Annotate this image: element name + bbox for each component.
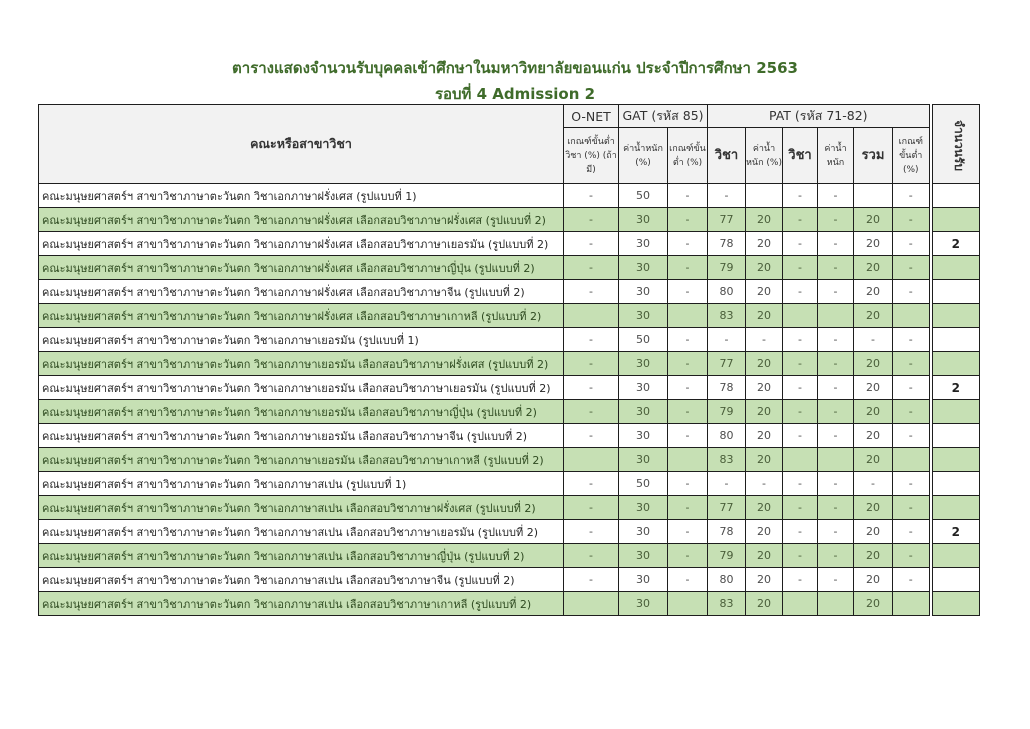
cell-pat-weight-2: - — [818, 352, 854, 376]
cell-pat-subject-2: - — [783, 328, 818, 352]
cell-pat-weight-1: 20 — [746, 304, 783, 328]
cell-faculty: คณะมนุษยศาสตร์ฯ สาขาวิชาภาษาตะวันตก วิชาเอกภาษาสเปน เลือกสอบวิชาภาษาเยอรมัน (รูปแบบที่ 2) — [39, 520, 564, 544]
header-pat-subject-2: วิชา — [783, 128, 818, 184]
header-pat-weight-2: ค่าน้ำหนัก — [818, 128, 854, 184]
cell-pat-subject-1: 78 — [708, 376, 746, 400]
table-row — [39, 448, 980, 472]
cell-pat-weight-2: - — [818, 424, 854, 448]
cell-pat-weight-1: - — [746, 328, 783, 352]
cell-onet-min: - — [564, 328, 619, 352]
cell-pat-weight-1: 20 — [746, 232, 783, 256]
page-title: ตารางแสดงจำนวนรับบุคคลเข้าศึกษาในมหาวิทยาลัยขอนแก่น ประจำปีการศึกษา 2563 — [232, 59, 798, 77]
header-onet: O-NET — [564, 105, 619, 128]
cell-pat-subject-1: 80 — [708, 280, 746, 304]
cell-pat-subject-1: 83 — [708, 304, 746, 328]
cell-count — [931, 472, 980, 496]
cell-pat-total — [854, 184, 893, 208]
cell-count — [931, 184, 980, 208]
header-gat: GAT (รหัส 85) — [619, 105, 708, 128]
cell-gat-min: - — [668, 544, 708, 568]
cell-count — [931, 400, 980, 424]
cell-pat-total: 20 — [854, 280, 893, 304]
cell-pat-min: - — [893, 232, 931, 256]
cell-pat-total: 20 — [854, 352, 893, 376]
cell-pat-weight-2: - — [818, 568, 854, 592]
cell-pat-total: 20 — [854, 448, 893, 472]
cell-pat-min: - — [893, 280, 931, 304]
cell-pat-subject-1: - — [708, 328, 746, 352]
cell-pat-subject-1: 83 — [708, 448, 746, 472]
cell-pat-weight-2: - — [818, 520, 854, 544]
cell-gat-min: - — [668, 184, 708, 208]
cell-pat-min: - — [893, 472, 931, 496]
cell-gat-weight: 50 — [619, 472, 668, 496]
cell-gat-weight: 50 — [619, 328, 668, 352]
cell-count — [931, 304, 980, 328]
cell-gat-min: - — [668, 568, 708, 592]
cell-count — [931, 496, 980, 520]
header-pat-total: รวม — [854, 128, 893, 184]
cell-pat-subject-1: - — [708, 472, 746, 496]
table-body — [39, 184, 980, 616]
cell-gat-weight: 30 — [619, 448, 668, 472]
cell-pat-total: 20 — [854, 568, 893, 592]
cell-pat-min: - — [893, 208, 931, 232]
cell-onet-min — [564, 592, 619, 616]
admission-table — [38, 104, 980, 616]
cell-pat-subject-2: - — [783, 184, 818, 208]
cell-gat-weight: 50 — [619, 184, 668, 208]
cell-pat-weight-1: 20 — [746, 376, 783, 400]
cell-gat-weight: 30 — [619, 520, 668, 544]
cell-pat-min — [893, 592, 931, 616]
cell-faculty: คณะมนุษยศาสตร์ฯ สาขาวิชาภาษาตะวันตก วิชาเอกภาษาฝรั่งเศส เลือกสอบวิชาภาษาจีน (รูปแบบที่ 2) — [39, 280, 564, 304]
cell-pat-subject-2: - — [783, 472, 818, 496]
cell-gat-min: - — [668, 496, 708, 520]
cell-gat-weight: 30 — [619, 592, 668, 616]
cell-gat-weight: 30 — [619, 496, 668, 520]
cell-pat-weight-2: - — [818, 544, 854, 568]
cell-pat-weight-2: - — [818, 400, 854, 424]
cell-faculty: คณะมนุษยศาสตร์ฯ สาขาวิชาภาษาตะวันตก วิชาเอกภาษาสเปน เลือกสอบวิชาภาษาเกาหลี (รูปแบบที่ 2) — [39, 592, 564, 616]
cell-pat-weight-1: 20 — [746, 400, 783, 424]
cell-onet-min: - — [564, 544, 619, 568]
table-row — [39, 496, 980, 520]
cell-faculty: คณะมนุษยศาสตร์ฯ สาขาวิชาภาษาตะวันตก วิชาเอกภาษาฝรั่งเศส เลือกสอบวิชาภาษาเยอรมัน (รูปแบบที่ 2) — [39, 232, 564, 256]
cell-pat-weight-1: 20 — [746, 280, 783, 304]
cell-pat-subject-1: 79 — [708, 544, 746, 568]
cell-pat-subject-1: 80 — [708, 568, 746, 592]
cell-pat-weight-1: 20 — [746, 568, 783, 592]
table-row — [39, 256, 980, 280]
cell-pat-subject-1: 79 — [708, 400, 746, 424]
cell-onet-min: - — [564, 232, 619, 256]
cell-pat-subject-1: 79 — [708, 256, 746, 280]
page-subtitle: รอบที่ 4 Admission 2 — [434, 85, 596, 103]
cell-pat-subject-2: - — [783, 424, 818, 448]
cell-onet-min: - — [564, 256, 619, 280]
cell-pat-subject-2: - — [783, 208, 818, 232]
cell-pat-total: 20 — [854, 256, 893, 280]
cell-gat-min — [668, 448, 708, 472]
cell-faculty: คณะมนุษยศาสตร์ฯ สาขาวิชาภาษาตะวันตก วิชาเอกภาษาฝรั่งเศส เลือกสอบวิชาภาษาเกาหลี (รูปแบบที่ 2) — [39, 304, 564, 328]
table-row — [39, 472, 980, 496]
cell-pat-subject-1: 80 — [708, 424, 746, 448]
cell-pat-subject-1: 78 — [708, 520, 746, 544]
cell-faculty: คณะมนุษยศาสตร์ฯ สาขาวิชาภาษาตะวันตก วิชาเอกภาษาเยอรมัน เลือกสอบวิชาภาษาญี่ปุ่น (รูปแบบที่ 2) — [39, 400, 564, 424]
cell-pat-total: - — [854, 472, 893, 496]
cell-pat-subject-2 — [783, 304, 818, 328]
cell-count: 2 — [931, 376, 980, 400]
header-pat: PAT (รหัส 71-82) — [708, 105, 931, 128]
cell-pat-subject-2: - — [783, 496, 818, 520]
cell-onet-min: - — [564, 376, 619, 400]
header-gat-min: เกณฑ์ขั้นต่ำ (%) — [668, 128, 708, 184]
cell-pat-subject-2: - — [783, 520, 818, 544]
cell-pat-weight-2: - — [818, 328, 854, 352]
cell-gat-weight: 30 — [619, 232, 668, 256]
cell-gat-min: - — [668, 328, 708, 352]
cell-pat-min: - — [893, 352, 931, 376]
table-row — [39, 184, 980, 208]
cell-count — [931, 544, 980, 568]
cell-gat-weight: 30 — [619, 568, 668, 592]
cell-pat-subject-2: - — [783, 256, 818, 280]
cell-onet-min: - — [564, 400, 619, 424]
cell-pat-subject-2 — [783, 448, 818, 472]
cell-pat-total: 20 — [854, 208, 893, 232]
table-row — [39, 376, 980, 400]
cell-pat-weight-2: - — [818, 208, 854, 232]
cell-pat-min: - — [893, 496, 931, 520]
cell-pat-weight-2: - — [818, 280, 854, 304]
cell-gat-weight: 30 — [619, 280, 668, 304]
cell-pat-weight-2 — [818, 592, 854, 616]
cell-pat-subject-1: 77 — [708, 496, 746, 520]
cell-pat-subject-2: - — [783, 544, 818, 568]
cell-faculty: คณะมนุษยศาสตร์ฯ สาขาวิชาภาษาตะวันตก วิชาเอกภาษาสเปน เลือกสอบวิชาภาษาจีน (รูปแบบที่ 2) — [39, 568, 564, 592]
cell-pat-weight-2: - — [818, 184, 854, 208]
cell-pat-subject-2: - — [783, 232, 818, 256]
cell-faculty: คณะมนุษยศาสตร์ฯ สาขาวิชาภาษาตะวันตก วิชาเอกภาษาเยอรมัน เลือกสอบวิชาภาษาเกาหลี (รูปแบบที่ 2) — [39, 448, 564, 472]
header-count-label: จำนวนรับ — [951, 119, 966, 171]
cell-pat-weight-2: - — [818, 496, 854, 520]
cell-pat-weight-2: - — [818, 472, 854, 496]
cell-pat-weight-1: 20 — [746, 592, 783, 616]
cell-pat-weight-1: 20 — [746, 448, 783, 472]
table-row — [39, 592, 980, 616]
cell-pat-min: - — [893, 568, 931, 592]
cell-pat-min: - — [893, 424, 931, 448]
cell-pat-subject-2: - — [783, 400, 818, 424]
cell-count — [931, 256, 980, 280]
cell-pat-min: - — [893, 376, 931, 400]
cell-faculty: คณะมนุษยศาสตร์ฯ สาขาวิชาภาษาตะวันตก วิชาเอกภาษาเยอรมัน เลือกสอบวิชาภาษาฝรั่งเศส (รูปแบบที่ 2) — [39, 352, 564, 376]
cell-pat-subject-1: - — [708, 184, 746, 208]
cell-count — [931, 352, 980, 376]
cell-pat-total: 20 — [854, 304, 893, 328]
cell-pat-min: - — [893, 256, 931, 280]
cell-count: 2 — [931, 520, 980, 544]
cell-gat-weight: 30 — [619, 256, 668, 280]
cell-pat-total: 20 — [854, 400, 893, 424]
cell-onet-min: - — [564, 280, 619, 304]
cell-pat-min: - — [893, 520, 931, 544]
cell-pat-subject-1: 77 — [708, 352, 746, 376]
cell-gat-weight: 30 — [619, 352, 668, 376]
cell-pat-subject-2: - — [783, 280, 818, 304]
cell-faculty: คณะมนุษยศาสตร์ฯ สาขาวิชาภาษาตะวันตก วิชาเอกภาษาสเปน (รูปแบบที่ 1) — [39, 472, 564, 496]
cell-count — [931, 280, 980, 304]
cell-count — [931, 328, 980, 352]
cell-gat-min: - — [668, 424, 708, 448]
cell-onet-min — [564, 304, 619, 328]
cell-pat-weight-2 — [818, 448, 854, 472]
cell-pat-subject-2: - — [783, 568, 818, 592]
cell-count: 2 — [931, 232, 980, 256]
cell-onet-min: - — [564, 352, 619, 376]
cell-pat-total: 20 — [854, 592, 893, 616]
table-row — [39, 208, 980, 232]
cell-pat-weight-1: 20 — [746, 256, 783, 280]
cell-pat-total: 20 — [854, 232, 893, 256]
cell-onet-min: - — [564, 184, 619, 208]
header-onet-min: เกณฑ์ขั้นต่ำวิชา (%) (ถ้ามี) — [564, 128, 619, 184]
cell-pat-total: 20 — [854, 520, 893, 544]
table-row — [39, 544, 980, 568]
header-faculty: คณะหรือสาขาวิชา — [39, 105, 564, 184]
cell-pat-min: - — [893, 184, 931, 208]
cell-gat-weight: 30 — [619, 208, 668, 232]
cell-pat-weight-2: - — [818, 376, 854, 400]
header-pat-subject-1: วิชา — [708, 128, 746, 184]
header-gat-weight: ค่าน้ำหนัก (%) — [619, 128, 668, 184]
table-row — [39, 424, 980, 448]
cell-count — [931, 424, 980, 448]
cell-gat-weight: 30 — [619, 424, 668, 448]
cell-pat-weight-1: - — [746, 472, 783, 496]
cell-gat-weight: 30 — [619, 544, 668, 568]
table-row — [39, 232, 980, 256]
header-pat-weight-1: ค่าน้ำหนัก (%) — [746, 128, 783, 184]
cell-gat-min: - — [668, 256, 708, 280]
cell-onet-min: - — [564, 472, 619, 496]
cell-gat-min: - — [668, 376, 708, 400]
table-row — [39, 568, 980, 592]
cell-pat-weight-1: 20 — [746, 424, 783, 448]
cell-faculty: คณะมนุษยศาสตร์ฯ สาขาวิชาภาษาตะวันตก วิชาเอกภาษาเยอรมัน เลือกสอบวิชาภาษาเยอรมัน (รูปแบบที่ 2) — [39, 376, 564, 400]
cell-pat-total: 20 — [854, 376, 893, 400]
cell-onet-min: - — [564, 208, 619, 232]
cell-pat-weight-1: 20 — [746, 544, 783, 568]
header-count — [931, 105, 980, 184]
cell-pat-total: 20 — [854, 544, 893, 568]
cell-faculty: คณะมนุษยศาสตร์ฯ สาขาวิชาภาษาตะวันตก วิชาเอกภาษาฝรั่งเศส เลือกสอบวิชาภาษาญี่ปุ่น (รูปแบบที่ 2) — [39, 256, 564, 280]
cell-pat-subject-2 — [783, 592, 818, 616]
cell-pat-min — [893, 304, 931, 328]
table-row — [39, 304, 980, 328]
table-row — [39, 328, 980, 352]
cell-faculty: คณะมนุษยศาสตร์ฯ สาขาวิชาภาษาตะวันตก วิชาเอกภาษาสเปน เลือกสอบวิชาภาษาญี่ปุ่น (รูปแบบที่ 2) — [39, 544, 564, 568]
cell-pat-subject-1: 78 — [708, 232, 746, 256]
cell-pat-weight-2: - — [818, 232, 854, 256]
table-row — [39, 400, 980, 424]
cell-onet-min: - — [564, 520, 619, 544]
cell-pat-total: 20 — [854, 424, 893, 448]
cell-faculty: คณะมนุษยศาสตร์ฯ สาขาวิชาภาษาตะวันตก วิชาเอกภาษาเยอรมัน เลือกสอบวิชาภาษาจีน (รูปแบบที่ 2) — [39, 424, 564, 448]
table-row — [39, 280, 980, 304]
cell-gat-min: - — [668, 520, 708, 544]
cell-pat-weight-1: 20 — [746, 496, 783, 520]
cell-gat-min: - — [668, 352, 708, 376]
cell-pat-subject-2: - — [783, 352, 818, 376]
cell-pat-weight-1: 20 — [746, 352, 783, 376]
cell-pat-min: - — [893, 544, 931, 568]
cell-gat-weight: 30 — [619, 376, 668, 400]
cell-count — [931, 448, 980, 472]
cell-pat-subject-1: 83 — [708, 592, 746, 616]
cell-pat-weight-2 — [818, 304, 854, 328]
cell-pat-subject-2: - — [783, 376, 818, 400]
cell-gat-min — [668, 592, 708, 616]
table-row — [39, 520, 980, 544]
cell-count — [931, 592, 980, 616]
cell-faculty: คณะมนุษยศาสตร์ฯ สาขาวิชาภาษาตะวันตก วิชาเอกภาษาสเปน เลือกสอบวิชาภาษาฝรั่งเศส (รูปแบบที่ 2) — [39, 496, 564, 520]
cell-gat-min: - — [668, 232, 708, 256]
cell-count — [931, 568, 980, 592]
cell-pat-min — [893, 448, 931, 472]
cell-pat-weight-1 — [746, 184, 783, 208]
cell-pat-subject-1: 77 — [708, 208, 746, 232]
cell-faculty: คณะมนุษยศาสตร์ฯ สาขาวิชาภาษาตะวันตก วิชาเอกภาษาฝรั่งเศส เลือกสอบวิชาภาษาฝรั่งเศส (รูปแบบที่ 2) — [39, 208, 564, 232]
cell-onet-min: - — [564, 496, 619, 520]
cell-count — [931, 208, 980, 232]
cell-onet-min: - — [564, 568, 619, 592]
cell-pat-total: - — [854, 328, 893, 352]
cell-onet-min: - — [564, 424, 619, 448]
cell-gat-weight: 30 — [619, 400, 668, 424]
header-pat-min: เกณฑ์ขั้นต่ำ (%) — [893, 128, 931, 184]
cell-gat-min: - — [668, 472, 708, 496]
cell-gat-weight: 30 — [619, 304, 668, 328]
cell-gat-min — [668, 304, 708, 328]
cell-faculty: คณะมนุษยศาสตร์ฯ สาขาวิชาภาษาตะวันตก วิชาเอกภาษาเยอรมัน (รูปแบบที่ 1) — [39, 328, 564, 352]
cell-gat-min: - — [668, 280, 708, 304]
cell-pat-min: - — [893, 400, 931, 424]
cell-onet-min — [564, 448, 619, 472]
cell-pat-weight-1: 20 — [746, 208, 783, 232]
cell-faculty: คณะมนุษยศาสตร์ฯ สาขาวิชาภาษาตะวันตก วิชาเอกภาษาฝรั่งเศส (รูปแบบที่ 1) — [39, 184, 564, 208]
cell-gat-min: - — [668, 208, 708, 232]
cell-pat-min: - — [893, 328, 931, 352]
cell-pat-weight-1: 20 — [746, 520, 783, 544]
cell-gat-min: - — [668, 400, 708, 424]
cell-pat-weight-2: - — [818, 256, 854, 280]
cell-pat-total: 20 — [854, 496, 893, 520]
table-row — [39, 352, 980, 376]
